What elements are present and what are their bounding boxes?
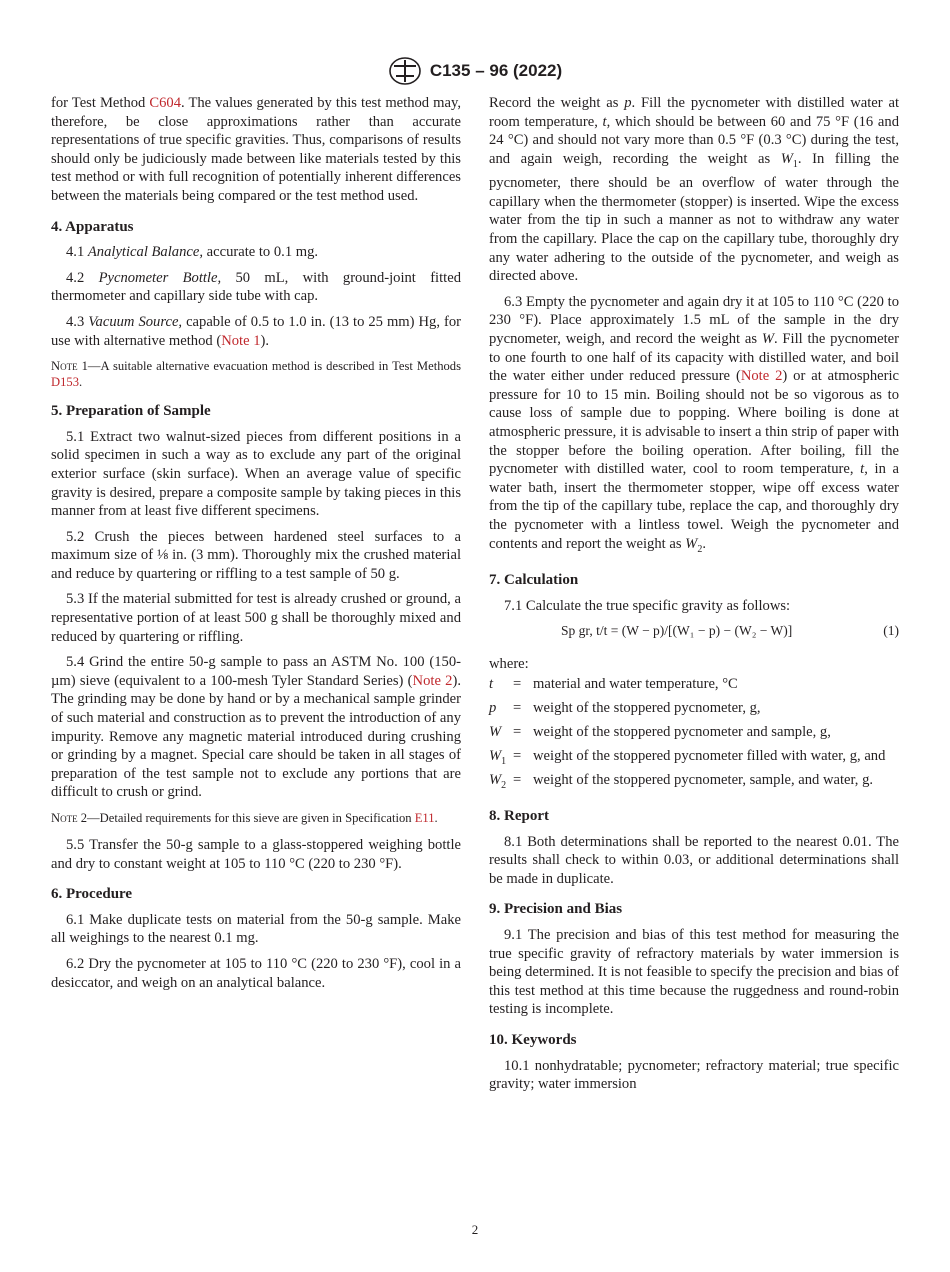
left-column (51, 94, 461, 999)
section-10-heading: 10. Keywords (489, 1031, 577, 1048)
link-e11[interactable]: E11 (414, 811, 435, 825)
paragraph-4-1: 4.1 Analytical Balance, accurate to 0.1 mg. (66, 244, 319, 261)
paragraph-5-2: 5.2 Crush the pieces between hardened steel surfaces to a maximum size of ⅛ in. (3 mm). Thoroughly mix the crushed material and reduce by quartering or riffling to a test sample of 50 g. (51, 528, 461, 582)
equation-number: (1) (883, 623, 899, 639)
intro-paragraph: for Test Method C604. The values generated by this test method may, therefore, be close approximations rather than accurate representations of true specific gravities. Thus, comparisons of results should only be judiciously made between like materials tested by this test method or with full recognition of potentially inherent differences between the materials being compared or the test method used. (51, 95, 461, 204)
variable-list (489, 675, 899, 795)
paragraph-5-3: 5.3 If the material submitted for test is already crushed or ground, a representative portion of at least 500 g shall be thoroughly mixed and reduced by quartering or riffling. (51, 591, 461, 645)
paragraph-4-2: 4.2 Pycnometer Bottle, 50 mL, with ground-joint fitted thermometer and capillary side tube with cap. (51, 269, 461, 305)
variable-row: W = weight of the stoppered pycnometer and sample, g, (489, 724, 831, 741)
paragraph-5-1: 5.1 Extract two walnut-sized pieces from different positions in a solid specimen in such a way as to exclude any part of the original exterior surface (skin surface). When an average value of specific gravity is desired, prepare a composite sample by taking pieces in this manner from at least five different specimens. (51, 428, 461, 520)
link-note-2-b[interactable]: Note 2 (740, 368, 783, 385)
section-7-heading: 7. Calculation (489, 572, 579, 589)
equation-body: Sp gr, t/t = (W − p)/[(W₁ − p) − (W₂ − W)] (561, 623, 793, 639)
right-column (489, 94, 899, 1101)
section-6-heading: 6. Procedure (51, 886, 133, 903)
link-note-1[interactable]: Note 1 (221, 332, 261, 349)
link-c604[interactable]: C604 (149, 95, 182, 111)
paragraph-5-4: 5.4 Grind the entire 50-g sample to pass an ASTM No. 100 (150-µm) sieve (equivalent to a 100-mesh Tyler Standard Series) (Note 2). The grinding may be done by hand or by a mechanical sample grinder of such material and construction as to prevent the introduction of any impurity. Remove any magnetic material introduced during crushing or grinding by a magnet. Special care should be taken in all stages of preparation of the test sample not to exclude any portions that are difficult to crush or grind. (51, 654, 461, 801)
page-header (0, 56, 950, 86)
note-2: Note 2—Detailed requirements for this sieve are given in Specification E11. (51, 811, 438, 825)
section-8-heading: 8. Report (489, 807, 549, 824)
paragraph-5-5: 5.5 Transfer the 50-g sample to a glass-stoppered weighing bottle and dry to constant weight at 105 to 110 °C (220 to 230 °F). (51, 837, 461, 872)
paragraph-7-1: 7.1 Calculate the true specific gravity as follows: (504, 597, 791, 614)
document-title: C135 – 96 (2022) (429, 61, 563, 80)
paragraph-6-1: 6.1 Make duplicate tests on material from the 50-g sample. Make all weighings to the nearest 0.1 mg. (51, 911, 461, 947)
paragraph-4-3: 4.3 Vacuum Source, capable of 0.5 to 1.0 in. (13 to 25 mm) Hg, for use with alternative method (Note 1). (51, 313, 462, 349)
variable-row: t = material and water temperature, °C (489, 676, 738, 693)
link-d153[interactable]: D153 (51, 375, 79, 390)
variable-row: $W_2$ = weight of the stoppered pycnometer, sample, and water, g. (489, 772, 874, 791)
paragraph-6-2: 6.2 Dry the pycnometer at 105 to 110 °C (220 to 230 °F), cool in a desiccator, and weigh on an analytical balance. (51, 955, 461, 991)
paragraph-8-1: 8.1 Both determinations shall be reported to the nearest 0.01. The results shall check to within 0.03, or additional determinations shall be made in duplicate. (489, 833, 899, 887)
paragraph-9-1: 9.1 The precision and bias of this test method for measuring the true specific gravity of refractory materials by water immersion is being determined. It is not feasible to specify the precision and bias of this test method at this time because the ruggedness and round-robin testing is incomplete. (489, 926, 899, 1018)
variable-row: p = weight of the stoppered pycnometer, g, (489, 700, 761, 717)
section-5-heading: 5. Preparation of Sample (51, 403, 211, 420)
note-1: Note 1—A suitable alternative evacuation method is described in Test Methods D153. (51, 359, 461, 390)
page-number: 2 (471, 1222, 479, 1237)
paragraph-10-1: 10.1 nonhydratable; pycnometer; refractory material; true specific gravity; water immersion (489, 1057, 899, 1093)
link-note-2[interactable]: Note 2 (412, 672, 453, 689)
where-label: where: (489, 655, 529, 672)
paragraph-6-2-continued: Record the weight as p. Fill the pycnometer with distilled water at room temperature, t, which should be between 60 and 75 °F (16 and 24 °C) and should not vary more than 0.5 °F (0.3 °C) during the test, and again weigh, recording the weight as $W_1$. In filling the pycnometer, there should be an overflow of water through the capillary when the thermometer (stopper) is inserted. Wipe the excess water from the tip in such a manner as not to withdraw any water from the capillary. Place the cap on the capillary tube, thoroughly dry any water adhering to the outside of the pycnometer, and weigh as directed above. (489, 95, 899, 285)
variable-row: $W_1$ = weight of the stoppered pycnometer filled with water, g, and (489, 748, 886, 768)
section-9-heading: 9. Precision and Bias (489, 901, 623, 918)
section-4-heading: 4. Apparatus (51, 218, 134, 235)
paragraph-6-3: 6.3 Empty the pycnometer and again dry it at 105 to 110 °C (220 to 230 °F). Place approximately 1.5 mL of the sample in the dry pycnometer, weigh, and record the weight as W. Fill the pycnometer to one fourth to one half of its capacity with distilled water, and boil the water either under reduced pressure (Note 2) or at atmospheric pressure for 10 to 15 min. Boiling should not be so vigorous as to cause loss of sample due to popping. Where boiling is done at atmospheric pressure, it is advisable to insert a thin strip of paper with the stopper before the boiling operation. After boiling, fill the pycnometer with distilled water, cool to room temperature, t, in a water bath, insert the thermometer stopper, wipe off excess water from the tip of the capillary tube, replace the cap, and thoroughly dry the pycnometer with a lintless towel. Weigh the pycnometer and contents and report the weight as $W_2$. (489, 293, 899, 555)
astm-logo-icon (388, 56, 422, 86)
equation-1 (489, 622, 899, 641)
